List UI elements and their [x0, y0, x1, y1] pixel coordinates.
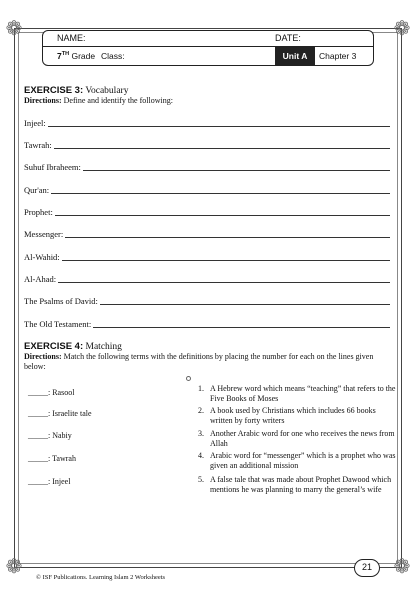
exercise4-directions: Directions: Match the following terms with the definitions by placing the number for each on the lines given below:	[24, 352, 374, 371]
vocab-term: Suhuf Ibraheem:	[24, 162, 81, 172]
definition-number: 5.	[198, 475, 204, 484]
answer-line[interactable]	[58, 282, 390, 283]
vocab-row	[24, 273, 390, 285]
answer-line[interactable]	[48, 126, 390, 127]
vocab-term: Messenger:	[24, 229, 64, 239]
chapter-label: Chapter 3	[319, 51, 357, 61]
definition-number: 2.	[198, 406, 204, 415]
answer-line[interactable]	[51, 193, 390, 194]
vocab-term: The Old Testament:	[24, 319, 92, 329]
definition-text: Arabic word for “messenger” which is a prophet who was given an additional mission	[210, 451, 396, 470]
vocab-row	[24, 117, 390, 129]
answer-line[interactable]	[54, 148, 390, 149]
bullet-circle-icon	[186, 376, 191, 381]
definition-number: 4.	[198, 451, 204, 460]
unit-badge: Unit A	[275, 47, 315, 65]
matching-term[interactable]: _____: Israelite tale	[28, 409, 92, 418]
exercise4-title: EXERCISE 4: Matching	[24, 341, 122, 352]
exercise3-title: EXERCISE 3: Vocabulary	[24, 85, 129, 96]
vocab-row	[24, 295, 390, 307]
answer-line[interactable]	[100, 304, 390, 305]
vocab-row	[24, 139, 390, 151]
vocab-row	[24, 184, 390, 196]
ornament-icon: ❁	[393, 16, 411, 40]
matching-term[interactable]: _____: Injeel	[28, 477, 71, 486]
answer-line[interactable]	[83, 170, 390, 171]
answer-line[interactable]	[55, 215, 390, 216]
matching-term[interactable]: _____: Tawrah	[28, 454, 76, 463]
ornament-icon: ❁	[393, 554, 411, 578]
definition-text: A book used by Christians which includes 66 books written by forty writers	[210, 406, 376, 425]
grade-label: 7TH Grade	[57, 51, 96, 61]
vocab-term: The Psalms of David:	[24, 296, 98, 306]
date-label: DATE:	[275, 33, 301, 43]
vocab-row	[24, 161, 390, 173]
vocab-row	[24, 206, 390, 218]
definition-text: A Hebrew word which means “teaching” that refers to the Five Books of Moses	[210, 384, 396, 403]
answer-line[interactable]	[62, 260, 390, 261]
exercise3-directions: Directions: Define and identify the following:	[24, 96, 173, 105]
name-label: NAME:	[57, 33, 86, 43]
vocab-row	[24, 228, 390, 240]
ornament-icon: ❁	[5, 16, 23, 40]
vocab-row	[24, 318, 390, 330]
vocab-term: Al-Wahid:	[24, 252, 60, 262]
answer-line[interactable]	[65, 237, 390, 238]
answer-line[interactable]	[93, 327, 390, 328]
header-row-name-date	[43, 31, 373, 47]
vocab-term: Qur'an:	[24, 185, 50, 195]
definition-text: A false tale that was made about Prophet Dawood which mentions he was planning to marry the general’s wife	[210, 475, 392, 494]
vocab-term: Tawrah:	[24, 140, 52, 150]
definition-number: 1.	[198, 384, 204, 393]
vocab-term: Injeel:	[24, 118, 46, 128]
definition-number: 3.	[198, 429, 204, 438]
page-number: 21	[354, 559, 380, 577]
matching-term[interactable]: _____: Nabiy	[28, 431, 72, 440]
worksheet-header	[42, 30, 374, 66]
class-label: Class:	[101, 51, 125, 61]
header-row-grade	[43, 47, 373, 65]
vocab-term: Al-Ahad:	[24, 274, 57, 284]
definition-text: Another Arabic word for one who receives the news from Allah	[210, 429, 395, 448]
copyright-footer: © ISF Publications. Learning Islam 2 Worksheets	[36, 574, 166, 581]
ornament-icon: ❁	[5, 554, 23, 578]
vocab-term: Prophet:	[24, 207, 53, 217]
vocab-row	[24, 251, 390, 263]
matching-term[interactable]: _____: Rasool	[28, 388, 75, 397]
